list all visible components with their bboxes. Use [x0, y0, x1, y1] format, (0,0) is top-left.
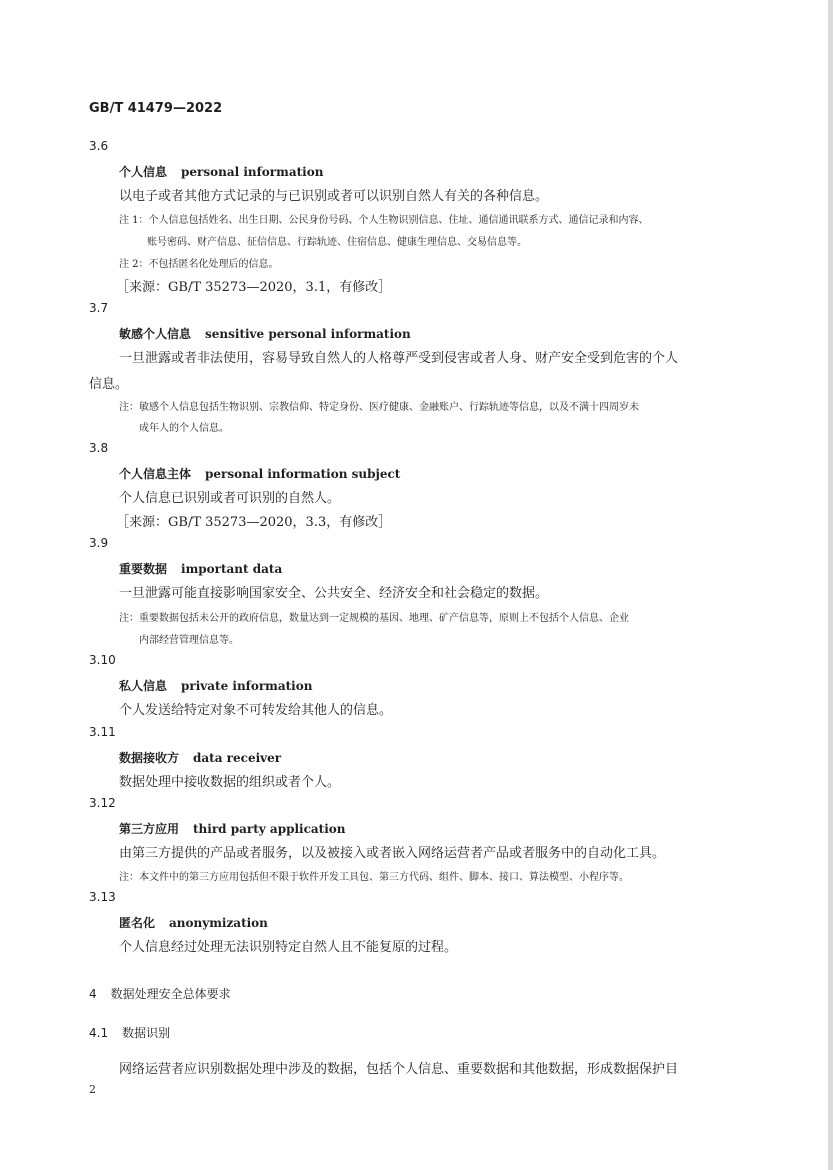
definition-text: 个人信息已识别或者可识别的自然人。 [119, 491, 341, 506]
term-en: anonymization [169, 916, 268, 930]
term-en: data receiver [193, 751, 282, 765]
term-heading [119, 820, 346, 837]
section-number: 4.1 [89, 1026, 109, 1040]
note-text: 账号密码、财产信息、征信信息、行踪轨迹、住宿信息、健康生理信息、交易信息等。 [147, 237, 527, 248]
note-text: 注：本文件中的第三方应用包括但不限于软件开发工具包、第三方代码、组件、脚本、接口、算法模型、小程序等。 [119, 872, 629, 883]
note-text: 注：重要数据包括未公开的政府信息，数量达到一定规模的基因、地理、矿产信息等，原则上不包括个人信息、企业 [119, 613, 629, 624]
term-en: private information [181, 679, 313, 693]
paragraph-text: 网络运营者应识别数据处理中涉及的数据，包括个人信息、重要数据和其他数据，形成数据保护目 [119, 1062, 679, 1077]
clause-number: 3.13 [89, 890, 116, 904]
definition-text: 数据处理中接收数据的组织或者个人。 [119, 775, 341, 790]
term-cn: 个人信息主体 [119, 467, 192, 481]
clause-number: 3.12 [89, 796, 116, 810]
term-en: sensitive personal information [205, 327, 411, 341]
standard-header: GB/T 41479—2022 [89, 101, 223, 116]
note-text: 注 1：个人信息包括姓名、出生日期、公民身份号码、个人生物识别信息、住址、通信通讯联系方式、通信记录和内容、 [119, 215, 649, 226]
source-reference: ［来源：GB/T 35273—2020，3.1，有修改］ [116, 280, 392, 295]
term-heading [119, 163, 323, 180]
term-heading [119, 560, 282, 577]
section-number: 4 [89, 987, 97, 1001]
term-heading [119, 325, 411, 342]
source-reference: ［来源：GB/T 35273—2020，3.3，有修改］ [116, 515, 392, 530]
term-heading [119, 465, 400, 482]
term-cn: 个人信息 [119, 165, 168, 179]
clause-number: 3.6 [89, 139, 109, 153]
clause-number: 3.11 [89, 725, 116, 739]
note-text: 注 2：不包括匿名化处理后的信息。 [119, 259, 279, 270]
page-edge [828, 0, 833, 1170]
definition-text: 个人发送给特定对象不可转发给其他人的信息。 [119, 703, 393, 718]
clause-number: 3.7 [89, 301, 109, 315]
term-cn: 数据接收方 [119, 751, 180, 765]
term-en: personal information subject [205, 467, 401, 481]
definition-text: 个人信息经过处理无法识别特定自然人且不能复原的过程。 [119, 940, 458, 955]
term-cn: 敏感个人信息 [119, 327, 192, 341]
definition-text: 一旦泄露或者非法使用，容易导致自然人的人格尊严受到侵害或者人身、财产安全受到危害的个人 [119, 351, 679, 366]
note-text: 内部经营管理信息等。 [139, 635, 239, 646]
clause-number: 3.10 [89, 653, 116, 667]
term-heading [119, 749, 281, 766]
clause-number: 3.9 [89, 536, 109, 550]
section-heading-4 [89, 985, 231, 1002]
definition-text: 信息。 [89, 377, 129, 392]
section-title: 数据识别 [122, 1026, 171, 1040]
term-en: third party application [193, 822, 346, 836]
page-number: 2 [89, 1083, 96, 1096]
term-cn: 匿名化 [119, 916, 156, 930]
note-text: 成年人的个人信息。 [139, 423, 229, 434]
term-heading [119, 914, 268, 931]
definition-text: 以电子或者其他方式记录的与已识别或者可以识别自然人有关的各种信息。 [119, 189, 549, 204]
term-cn: 私人信息 [119, 679, 168, 693]
term-cn: 第三方应用 [119, 822, 180, 836]
note-text: 注：敏感个人信息包括生物识别、宗教信仰、特定身份、医疗健康、金融账户、行踪轨迹等信息，以及不满十四周岁未 [119, 402, 639, 413]
term-heading [119, 677, 312, 694]
definition-text: 一旦泄露可能直接影响国家安全、公共安全、经济安全和社会稳定的数据。 [119, 586, 549, 601]
definition-text: 由第三方提供的产品或者服务，以及被接入或者嵌入网络运营者产品或者服务中的自动化工具。 [119, 846, 666, 861]
term-cn: 重要数据 [119, 562, 168, 576]
term-en: important data [181, 562, 283, 576]
clause-number: 3.8 [89, 441, 109, 455]
section-heading-4-1 [89, 1024, 170, 1041]
term-en: personal information [181, 165, 324, 179]
section-title: 数据处理安全总体要求 [110, 987, 231, 1001]
